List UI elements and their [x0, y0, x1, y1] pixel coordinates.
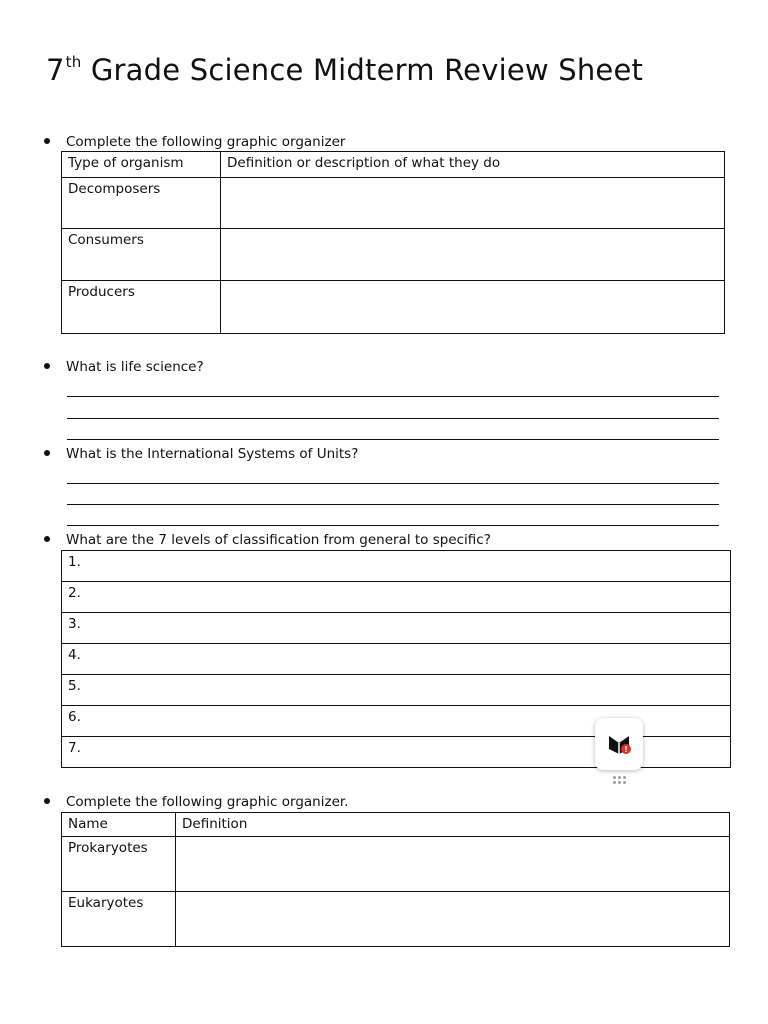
level-cell[interactable]: 1.	[62, 551, 731, 582]
answer-cell[interactable]	[221, 229, 725, 281]
answer-line[interactable]	[67, 504, 719, 505]
level-cell[interactable]: 3.	[62, 613, 731, 644]
table-row	[62, 892, 730, 947]
question-text: What are the 7 levels of classification from general to specific?	[66, 532, 491, 548]
level-cell[interactable]: 2.	[62, 582, 731, 613]
row-label: Decomposers	[62, 178, 221, 229]
bullet	[44, 798, 50, 804]
question-si-units	[44, 445, 358, 463]
header-cell: Name	[62, 813, 176, 837]
answer-line[interactable]	[67, 439, 719, 440]
question-text: Complete the following graphic organizer	[66, 134, 346, 150]
level-cell[interactable]: 6.	[62, 706, 731, 737]
table-row	[62, 281, 725, 334]
bullet	[44, 138, 50, 144]
table-row	[62, 551, 731, 582]
book-reader-icon	[595, 718, 643, 770]
table-row	[62, 582, 731, 613]
level-cell[interactable]: 5.	[62, 675, 731, 706]
table-row	[62, 178, 725, 229]
answer-line[interactable]	[67, 483, 719, 484]
cell-type-table	[61, 812, 730, 947]
drag-handle-icon[interactable]	[613, 776, 627, 786]
header-cell: Definition or description of what they do	[221, 152, 725, 178]
answer-line[interactable]	[67, 396, 719, 397]
question-classification-levels	[44, 531, 491, 549]
title-text: Grade Science Midterm Review Sheet	[90, 53, 644, 87]
header-cell: Definition	[176, 813, 730, 837]
answer-line[interactable]	[67, 525, 719, 526]
level-cell[interactable]: 7.	[62, 737, 731, 768]
answer-cell[interactable]	[221, 281, 725, 334]
answer-cell[interactable]	[176, 837, 730, 892]
table-header-row	[62, 813, 730, 837]
table-row	[62, 229, 725, 281]
bullet	[44, 536, 50, 542]
title-superscript: th	[65, 53, 82, 71]
row-label: Prokaryotes	[62, 837, 176, 892]
page-title	[46, 50, 643, 95]
reader-widget-button[interactable]	[595, 718, 643, 770]
question-organism-organizer	[44, 133, 345, 151]
bullet	[44, 450, 50, 456]
level-cell[interactable]: 4.	[62, 644, 731, 675]
question-text: What is life science?	[66, 359, 204, 375]
header-cell: Type of organism	[62, 152, 221, 178]
bullet	[44, 363, 50, 369]
table-row	[62, 613, 731, 644]
answer-cell[interactable]	[176, 892, 730, 947]
question-text: What is the International Systems of Units?	[66, 446, 359, 462]
table-header-row	[62, 152, 725, 178]
title-prefix: 7	[46, 53, 65, 87]
organism-table	[61, 151, 725, 334]
answer-line[interactable]	[67, 418, 719, 419]
question-cell-organizer	[44, 793, 348, 811]
question-text: Complete the following graphic organizer.	[66, 794, 349, 810]
answer-cell[interactable]	[221, 178, 725, 229]
table-row	[62, 837, 730, 892]
row-label: Producers	[62, 281, 221, 334]
badge-text: !	[624, 745, 628, 754]
row-label: Consumers	[62, 229, 221, 281]
row-label: Eukaryotes	[62, 892, 176, 947]
table-row	[62, 675, 731, 706]
table-row	[62, 644, 731, 675]
question-life-science	[44, 358, 204, 376]
